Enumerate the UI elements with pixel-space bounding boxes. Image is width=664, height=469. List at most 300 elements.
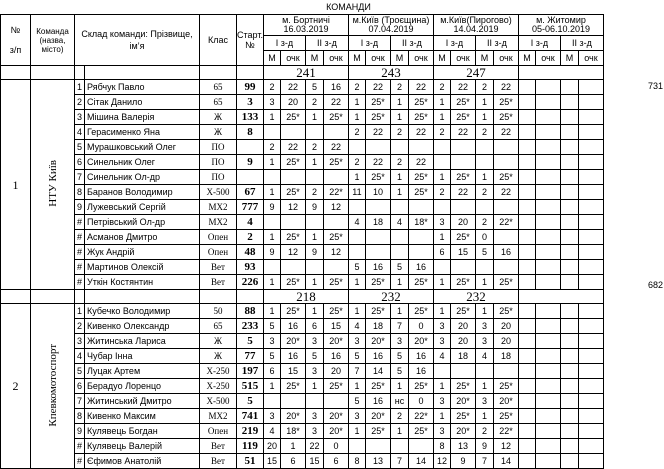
start-number: 197 bbox=[237, 364, 264, 379]
place-cell: 12 bbox=[433, 454, 450, 469]
points-cell bbox=[535, 334, 560, 349]
team-totals-row bbox=[1, 66, 604, 80]
place-cell: 5 bbox=[348, 349, 365, 364]
points-cell bbox=[535, 200, 560, 215]
points-cell: 25* bbox=[280, 230, 305, 245]
points-cell: 25* bbox=[493, 275, 518, 290]
place-cell bbox=[560, 260, 578, 275]
points-cell bbox=[493, 230, 518, 245]
place-cell bbox=[263, 170, 280, 185]
points-cell bbox=[578, 394, 603, 409]
team-name: Кпевкомотоспорт bbox=[46, 343, 59, 427]
points-cell: 25* bbox=[450, 304, 475, 319]
place-cell bbox=[305, 125, 323, 140]
points-cell bbox=[535, 409, 560, 424]
points-cell: 20* bbox=[323, 409, 348, 424]
place-cell: 1 bbox=[390, 110, 408, 125]
place-cell bbox=[348, 245, 365, 260]
points-cell: 25* bbox=[323, 379, 348, 394]
place-cell: 1 bbox=[348, 275, 365, 290]
points-cell: 25* bbox=[450, 379, 475, 394]
points-cell: 20 bbox=[450, 215, 475, 230]
place-cell bbox=[560, 394, 578, 409]
place-cell bbox=[433, 200, 450, 215]
points-cell: 22 bbox=[408, 155, 433, 170]
points-cell: 20 bbox=[450, 334, 475, 349]
points-cell: 16 bbox=[365, 349, 390, 364]
place-cell: 1 bbox=[305, 155, 323, 170]
rider-index: # bbox=[75, 215, 85, 230]
rider-index: 4 bbox=[75, 349, 85, 364]
event-4-header: м. Житомир 05-06.10.2019 bbox=[518, 15, 603, 36]
place-cell: 3 bbox=[390, 334, 408, 349]
points-col-label: очк bbox=[535, 51, 560, 66]
rider-row bbox=[1, 155, 604, 170]
points-cell: 0 bbox=[408, 319, 433, 334]
points-cell: 25* bbox=[408, 275, 433, 290]
points-cell bbox=[280, 125, 305, 140]
place-cell: 2 bbox=[475, 215, 493, 230]
rider-index: 9 bbox=[75, 424, 85, 439]
place-cell: 2 bbox=[475, 185, 493, 200]
points-cell: 22* bbox=[493, 215, 518, 230]
rider-class: Х-250 bbox=[200, 379, 237, 394]
place-cell: 1 bbox=[263, 230, 280, 245]
start-number: 77 bbox=[237, 349, 264, 364]
rider-class: Ж bbox=[200, 334, 237, 349]
place-cell: 9 bbox=[263, 245, 280, 260]
points-cell bbox=[535, 379, 560, 394]
place-cell: 3 bbox=[305, 409, 323, 424]
points-cell bbox=[408, 200, 433, 215]
points-cell: 22 bbox=[323, 95, 348, 110]
place-cell: 3 bbox=[348, 334, 365, 349]
points-cell: 25* bbox=[450, 409, 475, 424]
points-cell: 1 bbox=[280, 439, 305, 454]
points-cell bbox=[535, 155, 560, 170]
points-cell bbox=[578, 275, 603, 290]
points-cell bbox=[365, 200, 390, 215]
rider-row bbox=[1, 260, 604, 275]
start-number: 515 bbox=[237, 379, 264, 394]
points-cell: 16 bbox=[493, 245, 518, 260]
start-number: 67 bbox=[237, 185, 264, 200]
rider-row bbox=[1, 95, 604, 110]
start-number: 5 bbox=[237, 394, 264, 409]
start-number bbox=[237, 140, 264, 155]
place-cell: 3 bbox=[433, 424, 450, 439]
points-cell: 22 bbox=[365, 155, 390, 170]
place-col-label: М bbox=[433, 51, 450, 66]
place-cell bbox=[518, 95, 535, 110]
points-cell bbox=[578, 155, 603, 170]
place-cell bbox=[263, 260, 280, 275]
start-number: 93 bbox=[237, 260, 264, 275]
place-cell bbox=[560, 439, 578, 454]
header-roster: Склад команди: Прізвище, ім’я bbox=[75, 15, 200, 66]
team-name: НТУ Київ bbox=[46, 160, 59, 207]
place-cell: 1 bbox=[390, 379, 408, 394]
points-cell bbox=[578, 110, 603, 125]
place-cell: 1 bbox=[305, 275, 323, 290]
points-cell: 12 bbox=[493, 439, 518, 454]
points-cell: 25* bbox=[450, 95, 475, 110]
rider-class: Опен bbox=[200, 230, 237, 245]
start-number: 51 bbox=[237, 454, 264, 469]
place-cell: 9 bbox=[305, 200, 323, 215]
place-cell bbox=[560, 80, 578, 95]
place-cell: 9 bbox=[263, 200, 280, 215]
start-cell bbox=[237, 66, 264, 80]
points-cell: 22* bbox=[408, 409, 433, 424]
place-col-label: М bbox=[305, 51, 323, 66]
rider-name: Кулявець Валерій bbox=[85, 439, 200, 454]
heat-label: I з-д bbox=[263, 36, 305, 51]
place-cell bbox=[518, 155, 535, 170]
rider-index: # bbox=[75, 230, 85, 245]
points-cell bbox=[578, 185, 603, 200]
points-cell: 0 bbox=[408, 394, 433, 409]
start-number: 2 bbox=[237, 230, 264, 245]
points-cell: 22 bbox=[365, 80, 390, 95]
place-cell: 1 bbox=[305, 379, 323, 394]
header-class: Клас bbox=[200, 15, 237, 66]
place-cell: 1 bbox=[263, 155, 280, 170]
rider-row bbox=[1, 230, 604, 245]
place-cell bbox=[390, 140, 408, 155]
points-cell: 18* bbox=[280, 424, 305, 439]
rider-name: Герасименко Яна bbox=[85, 125, 200, 140]
place-cell: 1 bbox=[475, 409, 493, 424]
rider-class: ПО bbox=[200, 170, 237, 185]
points-cell: 25* bbox=[323, 275, 348, 290]
place-cell bbox=[518, 185, 535, 200]
place-cell: 1 bbox=[475, 304, 493, 319]
points-cell: 18 bbox=[450, 349, 475, 364]
points-cell bbox=[450, 200, 475, 215]
points-cell: 25* bbox=[280, 155, 305, 170]
points-cell bbox=[280, 215, 305, 230]
points-cell: 25* bbox=[450, 170, 475, 185]
place-cell: 3 bbox=[305, 424, 323, 439]
rider-row bbox=[1, 319, 604, 334]
rider-row bbox=[1, 379, 604, 394]
points-cell: 12 bbox=[323, 245, 348, 260]
place-cell: 3 bbox=[433, 334, 450, 349]
place-cell bbox=[518, 170, 535, 185]
place-cell: 1 bbox=[433, 275, 450, 290]
place-cell: 1 bbox=[390, 304, 408, 319]
place-cell bbox=[475, 140, 493, 155]
rider-row bbox=[1, 394, 604, 409]
points-cell bbox=[578, 409, 603, 424]
event-total: 243 bbox=[348, 66, 433, 80]
place-cell bbox=[560, 454, 578, 469]
place-cell bbox=[560, 125, 578, 140]
place-col-label: М bbox=[475, 51, 493, 66]
points-cell bbox=[535, 140, 560, 155]
place-cell bbox=[433, 260, 450, 275]
place-cell: 1 bbox=[475, 95, 493, 110]
place-cell: 1 bbox=[433, 230, 450, 245]
points-cell bbox=[578, 364, 603, 379]
place-cell: 1 bbox=[348, 424, 365, 439]
rider-row bbox=[1, 364, 604, 379]
points-cell: 20* bbox=[450, 424, 475, 439]
event-2-header: м.Київ (Троєщина) 07.04.2019 bbox=[348, 15, 433, 36]
place-col-label: М bbox=[348, 51, 365, 66]
rider-name-cell bbox=[85, 290, 200, 304]
event-total: 232 bbox=[433, 290, 518, 304]
place-cell: 4 bbox=[348, 215, 365, 230]
points-cell: 20* bbox=[323, 334, 348, 349]
place-cell bbox=[518, 245, 535, 260]
place-cell: 1 bbox=[475, 379, 493, 394]
heat-label: II з-д bbox=[390, 36, 433, 51]
points-cell: 18 bbox=[365, 215, 390, 230]
place-cell: 4 bbox=[390, 215, 408, 230]
start-number: 99 bbox=[237, 80, 264, 95]
rider-class: Ж bbox=[200, 349, 237, 364]
place-cell: 1 bbox=[475, 275, 493, 290]
rider-name: Чубар Інна bbox=[85, 349, 200, 364]
points-cell: 16 bbox=[408, 260, 433, 275]
place-cell bbox=[560, 349, 578, 364]
rider-row bbox=[1, 200, 604, 215]
points-cell bbox=[578, 439, 603, 454]
points-cell bbox=[365, 439, 390, 454]
rider-no-cell bbox=[75, 290, 85, 304]
heat-label: I з-д bbox=[348, 36, 390, 51]
points-cell bbox=[535, 304, 560, 319]
rider-name: Єфимов Анатолій bbox=[85, 454, 200, 469]
rider-class: 50 bbox=[200, 304, 237, 319]
team-name-cell bbox=[31, 80, 75, 290]
rider-name: Мартинов Олексій bbox=[85, 260, 200, 275]
points-cell: 20 bbox=[493, 334, 518, 349]
points-cell: 22 bbox=[450, 80, 475, 95]
place-cell: 1 bbox=[348, 379, 365, 394]
team-name-cell bbox=[31, 304, 75, 469]
place-cell: 2 bbox=[390, 409, 408, 424]
place-cell bbox=[560, 110, 578, 125]
rider-index: 1 bbox=[75, 80, 85, 95]
place-cell: 7 bbox=[390, 319, 408, 334]
points-cell: 16 bbox=[323, 349, 348, 364]
points-cell bbox=[323, 170, 348, 185]
place-cell bbox=[475, 364, 493, 379]
points-cell: 25* bbox=[493, 409, 518, 424]
points-cell: 25* bbox=[408, 424, 433, 439]
points-cell: 22 bbox=[408, 125, 433, 140]
rider-index: 3 bbox=[75, 334, 85, 349]
points-cell: 22 bbox=[493, 125, 518, 140]
points-cell: 20* bbox=[450, 394, 475, 409]
page-title: КОМАНДИ bbox=[326, 2, 371, 12]
place-cell: 9 bbox=[475, 439, 493, 454]
start-number: 88 bbox=[237, 304, 264, 319]
rider-class: Опен bbox=[200, 245, 237, 260]
heat-label: I з-д bbox=[518, 36, 560, 51]
points-col-label: очк bbox=[493, 51, 518, 66]
place-cell: 5 bbox=[348, 260, 365, 275]
rider-name: Синельник Ол-др bbox=[85, 170, 200, 185]
place-cell bbox=[560, 304, 578, 319]
rider-index: 5 bbox=[75, 364, 85, 379]
points-cell bbox=[578, 80, 603, 95]
points-cell bbox=[535, 230, 560, 245]
points-cell: 25* bbox=[493, 110, 518, 125]
points-cell: 6 bbox=[280, 454, 305, 469]
points-cell bbox=[535, 319, 560, 334]
place-cell bbox=[518, 409, 535, 424]
start-number: 119 bbox=[237, 439, 264, 454]
points-cell: 20 bbox=[280, 95, 305, 110]
points-cell: 15 bbox=[280, 364, 305, 379]
place-cell bbox=[433, 155, 450, 170]
place-cell: 3 bbox=[433, 394, 450, 409]
rider-row bbox=[1, 170, 604, 185]
rider-class: ПО bbox=[200, 140, 237, 155]
place-cell bbox=[518, 125, 535, 140]
points-cell: 20* bbox=[280, 334, 305, 349]
rider-index: 2 bbox=[75, 319, 85, 334]
place-cell: 1 bbox=[433, 110, 450, 125]
points-col-label: очк bbox=[280, 51, 305, 66]
start-number: 133 bbox=[237, 110, 264, 125]
points-cell bbox=[450, 140, 475, 155]
place-cell: 2 bbox=[390, 125, 408, 140]
place-cell bbox=[475, 260, 493, 275]
place-cell: 1 bbox=[433, 304, 450, 319]
points-cell: 16 bbox=[280, 319, 305, 334]
rider-index: 4 bbox=[75, 125, 85, 140]
place-cell bbox=[390, 200, 408, 215]
points-cell: 14 bbox=[365, 364, 390, 379]
points-cell bbox=[493, 140, 518, 155]
points-cell bbox=[493, 155, 518, 170]
place-cell bbox=[518, 319, 535, 334]
rider-class: Ж bbox=[200, 110, 237, 125]
start-number: 4 bbox=[237, 215, 264, 230]
points-cell bbox=[450, 364, 475, 379]
points-cell bbox=[535, 170, 560, 185]
points-cell bbox=[578, 319, 603, 334]
rider-index: 2 bbox=[75, 95, 85, 110]
points-cell: 15 bbox=[450, 245, 475, 260]
team-name-cell bbox=[31, 66, 75, 80]
rider-class: МХ2 bbox=[200, 215, 237, 230]
place-cell: 11 bbox=[348, 185, 365, 200]
rider-index: # bbox=[75, 260, 85, 275]
points-cell: 25* bbox=[365, 170, 390, 185]
place-cell: 6 bbox=[433, 245, 450, 260]
place-col-label: М bbox=[560, 51, 578, 66]
place-cell bbox=[305, 260, 323, 275]
points-cell bbox=[408, 245, 433, 260]
rider-class: МХ2 bbox=[200, 200, 237, 215]
points-cell: 20 bbox=[493, 319, 518, 334]
points-cell: 25* bbox=[450, 275, 475, 290]
place-cell: 9 bbox=[305, 245, 323, 260]
points-cell bbox=[408, 140, 433, 155]
points-cell bbox=[535, 275, 560, 290]
rider-index: # bbox=[75, 245, 85, 260]
place-cell: 3 bbox=[475, 334, 493, 349]
points-cell: 22* bbox=[493, 424, 518, 439]
rider-row bbox=[1, 439, 604, 454]
place-cell bbox=[518, 304, 535, 319]
place-cell: 1 bbox=[390, 185, 408, 200]
start-number bbox=[237, 170, 264, 185]
place-cell bbox=[560, 334, 578, 349]
place-cell bbox=[560, 424, 578, 439]
place-col-label: М bbox=[518, 51, 535, 66]
place-cell: 5 bbox=[305, 349, 323, 364]
place-cell: 6 bbox=[263, 364, 280, 379]
points-cell: 22 bbox=[493, 80, 518, 95]
place-cell: 5 bbox=[305, 80, 323, 95]
place-cell bbox=[348, 200, 365, 215]
points-cell bbox=[535, 185, 560, 200]
header-zp: з/п bbox=[9, 45, 22, 55]
event-total: 247 bbox=[433, 66, 518, 80]
points-cell: 12 bbox=[323, 200, 348, 215]
points-cell: 22 bbox=[493, 185, 518, 200]
points-cell bbox=[493, 260, 518, 275]
place-cell: 1 bbox=[433, 95, 450, 110]
points-cell bbox=[323, 394, 348, 409]
team-totals-row bbox=[1, 290, 604, 304]
rider-index: 7 bbox=[75, 394, 85, 409]
rider-name: Кивенко Максим bbox=[85, 409, 200, 424]
rider-class: Х-250 bbox=[200, 364, 237, 379]
place-cell: 1 bbox=[263, 304, 280, 319]
points-cell bbox=[535, 80, 560, 95]
points-cell bbox=[578, 349, 603, 364]
place-cell: 4 bbox=[475, 349, 493, 364]
place-cell: 4 bbox=[433, 349, 450, 364]
place-cell: 1 bbox=[433, 379, 450, 394]
place-cell bbox=[518, 275, 535, 290]
rider-index: 1 bbox=[75, 304, 85, 319]
points-cell bbox=[535, 260, 560, 275]
rider-row bbox=[1, 185, 604, 200]
points-cell: 9 bbox=[450, 454, 475, 469]
points-cell: 25* bbox=[365, 379, 390, 394]
place-cell bbox=[560, 95, 578, 110]
points-cell: 25* bbox=[493, 95, 518, 110]
rider-class: Опен bbox=[200, 424, 237, 439]
points-cell: 25* bbox=[323, 304, 348, 319]
event-3-header: м.Київ(Пирогово) 14.04.2019 bbox=[433, 15, 518, 36]
place-cell: 5 bbox=[263, 319, 280, 334]
points-cell: 25* bbox=[408, 110, 433, 125]
points-cell bbox=[578, 304, 603, 319]
points-cell bbox=[578, 230, 603, 245]
place-cell: 4 bbox=[263, 424, 280, 439]
rider-name: Лужевський Сергій bbox=[85, 200, 200, 215]
rider-row bbox=[1, 125, 604, 140]
rider-index: # bbox=[75, 454, 85, 469]
points-cell: 16 bbox=[365, 394, 390, 409]
place-cell bbox=[518, 439, 535, 454]
place-cell bbox=[263, 125, 280, 140]
heat-label: I з-д bbox=[433, 36, 475, 51]
rider-row bbox=[1, 454, 604, 469]
points-cell: 16 bbox=[280, 349, 305, 364]
place-cell bbox=[475, 155, 493, 170]
